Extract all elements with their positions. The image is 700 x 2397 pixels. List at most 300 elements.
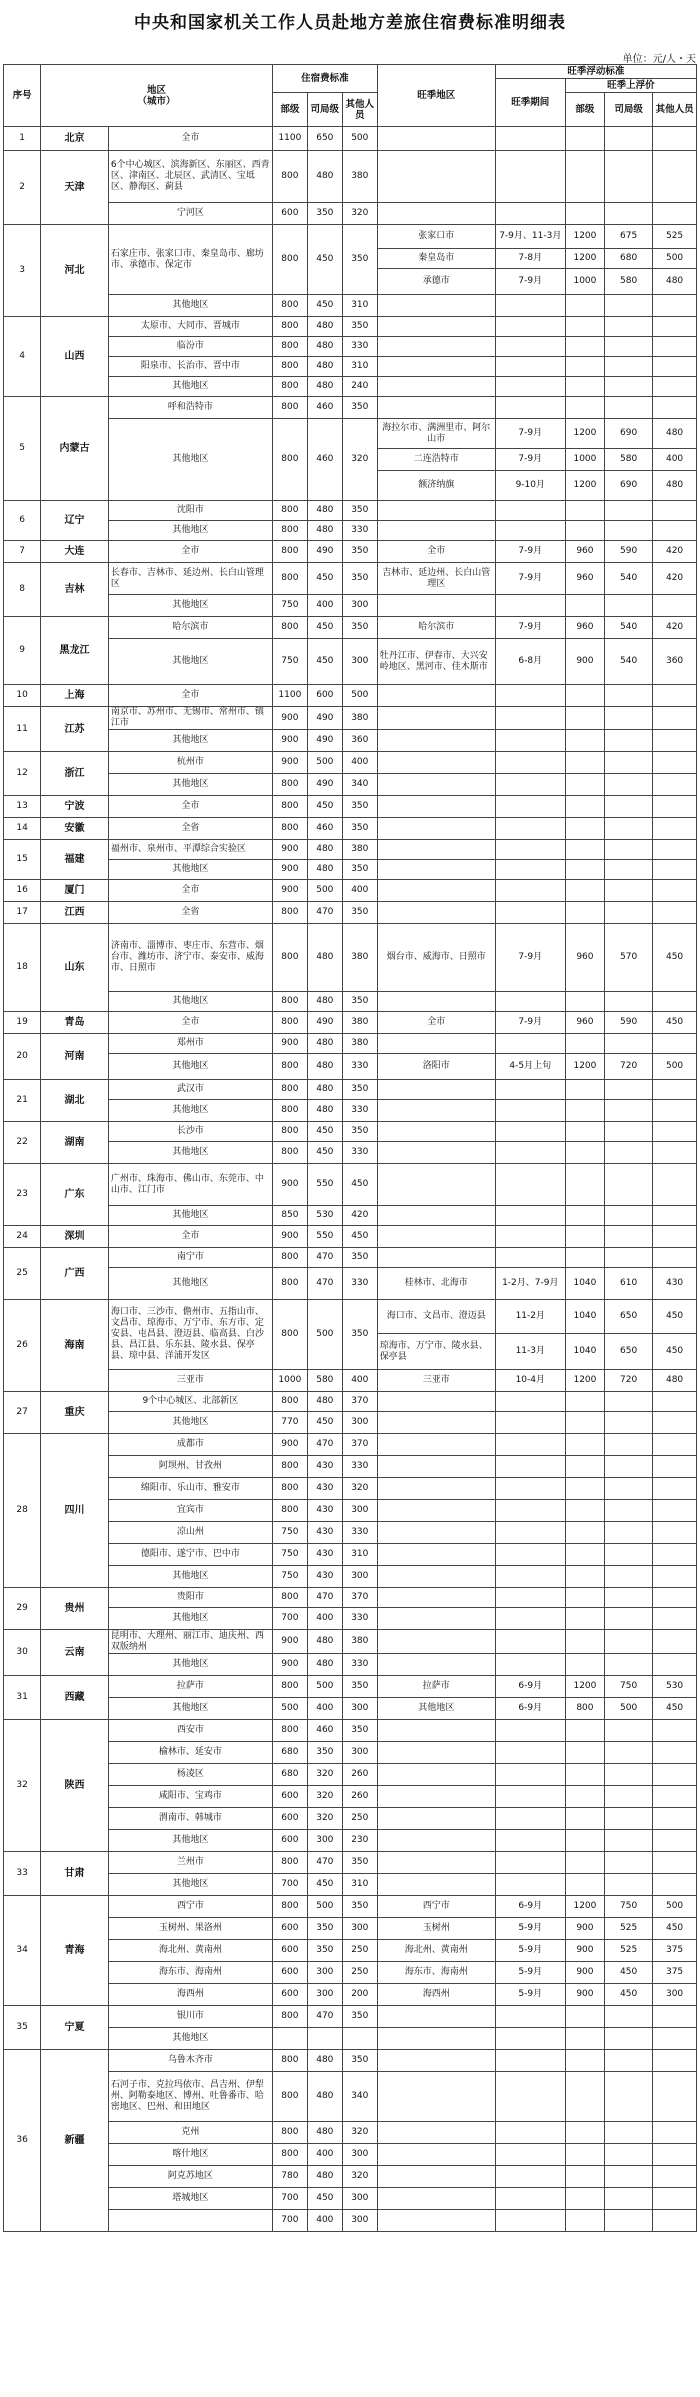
empty-cell bbox=[495, 992, 565, 1012]
std-s-cell: 480 bbox=[307, 860, 342, 880]
std-b-cell: 800 bbox=[272, 317, 307, 337]
empty-cell bbox=[653, 2006, 697, 2028]
empty-cell bbox=[565, 992, 604, 1012]
empty-cell bbox=[377, 818, 495, 840]
empty-cell bbox=[605, 1456, 653, 1478]
region-cell: 三亚市 bbox=[108, 1370, 272, 1392]
table-row bbox=[4, 1012, 697, 1034]
seq-cell: 11 bbox=[4, 707, 41, 752]
empty-cell bbox=[565, 818, 604, 840]
peak-o-cell: 450 bbox=[653, 1918, 697, 1940]
empty-cell bbox=[495, 1100, 565, 1122]
empty-cell bbox=[605, 357, 653, 377]
empty-cell bbox=[653, 1412, 697, 1434]
peak-o-cell: 500 bbox=[653, 249, 697, 269]
std-o-cell: 350 bbox=[342, 796, 377, 818]
std-s-cell: 550 bbox=[307, 1164, 342, 1206]
empty-cell bbox=[565, 317, 604, 337]
peak-s-cell: 690 bbox=[605, 419, 653, 449]
table-row bbox=[4, 1122, 697, 1142]
std-b-cell: 750 bbox=[272, 1566, 307, 1588]
empty-cell bbox=[495, 1142, 565, 1164]
empty-cell bbox=[605, 796, 653, 818]
peak-o-cell: 360 bbox=[653, 639, 697, 685]
empty-cell bbox=[605, 1122, 653, 1142]
std-o-cell: 300 bbox=[342, 2188, 377, 2210]
std-b-cell: 800 bbox=[272, 902, 307, 924]
std-b-cell: 800 bbox=[272, 337, 307, 357]
empty-cell bbox=[377, 1874, 495, 1896]
province-cell: 宁夏 bbox=[41, 2006, 109, 2050]
table-row bbox=[4, 357, 697, 377]
table-row bbox=[4, 1080, 697, 1100]
empty-cell bbox=[653, 840, 697, 860]
std-b-cell: 800 bbox=[272, 796, 307, 818]
empty-cell bbox=[495, 127, 565, 151]
province-cell: 江西 bbox=[41, 902, 109, 924]
header-region: 地区 （城市） bbox=[41, 65, 273, 127]
std-s-cell bbox=[307, 2028, 342, 2050]
peak-period-cell: 5-9月 bbox=[495, 1984, 565, 2006]
province-cell: 湖南 bbox=[41, 1122, 109, 1164]
std-o-cell: 320 bbox=[342, 419, 377, 501]
std-b-cell: 900 bbox=[272, 707, 307, 730]
empty-cell bbox=[495, 1544, 565, 1566]
seq-cell: 36 bbox=[4, 2050, 41, 2232]
seq-cell: 30 bbox=[4, 1630, 41, 1676]
peak-o-cell: 420 bbox=[653, 541, 697, 563]
peak-area-cell: 额济纳旗 bbox=[377, 471, 495, 501]
std-b-cell: 800 bbox=[272, 2122, 307, 2144]
seq-cell: 22 bbox=[4, 1122, 41, 1164]
empty-cell bbox=[495, 1588, 565, 1608]
seq-cell: 12 bbox=[4, 752, 41, 796]
header-p-other: 其他人员 bbox=[653, 93, 697, 127]
empty-cell bbox=[605, 752, 653, 774]
std-o-cell: 350 bbox=[342, 992, 377, 1012]
peak-s-cell: 650 bbox=[605, 1334, 653, 1370]
std-s-cell: 480 bbox=[307, 2166, 342, 2188]
empty-cell bbox=[653, 397, 697, 419]
region-cell: 其他地区 bbox=[108, 1830, 272, 1852]
peak-area-cell: 洛阳市 bbox=[377, 1054, 495, 1080]
empty-cell bbox=[605, 1588, 653, 1608]
empty-cell bbox=[653, 1808, 697, 1830]
std-b-cell: 800 bbox=[272, 541, 307, 563]
peak-s-cell: 525 bbox=[605, 1940, 653, 1962]
peak-s-cell: 580 bbox=[605, 269, 653, 295]
empty-cell bbox=[605, 880, 653, 902]
std-b-cell: 900 bbox=[272, 1164, 307, 1206]
empty-cell bbox=[495, 2072, 565, 2122]
empty-cell bbox=[377, 357, 495, 377]
peak-s-cell: 450 bbox=[605, 1984, 653, 2006]
std-s-cell: 350 bbox=[307, 1742, 342, 1764]
std-o-cell: 300 bbox=[342, 639, 377, 685]
std-s-cell: 480 bbox=[307, 924, 342, 992]
empty-cell bbox=[605, 1100, 653, 1122]
std-b-cell: 500 bbox=[272, 1698, 307, 1720]
region-cell: 其他地区 bbox=[108, 639, 272, 685]
region-cell: 郑州市 bbox=[108, 1034, 272, 1054]
empty-cell bbox=[565, 203, 604, 225]
std-o-cell: 340 bbox=[342, 774, 377, 796]
empty-cell bbox=[605, 2072, 653, 2122]
table-row bbox=[4, 992, 697, 1012]
empty-cell bbox=[565, 707, 604, 730]
std-o-cell bbox=[342, 2028, 377, 2050]
peak-area-cell: 三亚市 bbox=[377, 1370, 495, 1392]
table-row bbox=[4, 1522, 697, 1544]
peak-s-cell: 450 bbox=[605, 1962, 653, 1984]
table-row bbox=[4, 1142, 697, 1164]
std-s-cell: 320 bbox=[307, 1808, 342, 1830]
std-b-cell: 700 bbox=[272, 2188, 307, 2210]
std-o-cell: 380 bbox=[342, 1012, 377, 1034]
std-b-cell: 850 bbox=[272, 1206, 307, 1226]
std-b-cell: 800 bbox=[272, 992, 307, 1012]
empty-cell bbox=[605, 1034, 653, 1054]
std-s-cell: 480 bbox=[307, 840, 342, 860]
std-b-cell: 600 bbox=[272, 1830, 307, 1852]
std-b-cell: 750 bbox=[272, 1522, 307, 1544]
province-cell: 云南 bbox=[41, 1630, 109, 1676]
std-o-cell: 320 bbox=[342, 2122, 377, 2144]
std-s-cell: 460 bbox=[307, 1720, 342, 1742]
empty-cell bbox=[565, 1786, 604, 1808]
table-row bbox=[4, 1830, 697, 1852]
empty-cell bbox=[377, 1654, 495, 1676]
province-cell: 大连 bbox=[41, 541, 109, 563]
region-cell: 拉萨市 bbox=[108, 1676, 272, 1698]
std-o-cell: 350 bbox=[342, 397, 377, 419]
table-row bbox=[4, 563, 697, 595]
std-b-cell: 800 bbox=[272, 377, 307, 397]
province-cell: 重庆 bbox=[41, 1392, 109, 1434]
empty-cell bbox=[495, 840, 565, 860]
table-row bbox=[4, 1852, 697, 1874]
empty-cell bbox=[377, 1608, 495, 1630]
table-row bbox=[4, 796, 697, 818]
empty-cell bbox=[653, 2144, 697, 2166]
empty-cell bbox=[565, 1830, 604, 1852]
empty-cell bbox=[495, 501, 565, 521]
empty-cell bbox=[653, 295, 697, 317]
seq-cell: 9 bbox=[4, 617, 41, 685]
empty-cell bbox=[605, 992, 653, 1012]
table-row bbox=[4, 337, 697, 357]
table-row bbox=[4, 639, 697, 685]
peak-o-cell: 480 bbox=[653, 269, 697, 295]
empty-cell bbox=[565, 595, 604, 617]
std-b-cell: 800 bbox=[272, 924, 307, 992]
std-s-cell: 430 bbox=[307, 1522, 342, 1544]
empty-cell bbox=[565, 1034, 604, 1054]
table-row bbox=[4, 225, 697, 249]
empty-cell bbox=[565, 880, 604, 902]
empty-cell bbox=[653, 317, 697, 337]
province-cell: 内蒙古 bbox=[41, 397, 109, 501]
std-b-cell: 800 bbox=[272, 1268, 307, 1300]
empty-cell bbox=[377, 1720, 495, 1742]
peak-area-cell: 哈尔滨市 bbox=[377, 617, 495, 639]
peak-area-cell: 张家口市 bbox=[377, 225, 495, 249]
table-row bbox=[4, 1896, 697, 1918]
std-s-cell: 480 bbox=[307, 2050, 342, 2072]
empty-cell bbox=[565, 752, 604, 774]
province-cell: 深圳 bbox=[41, 1226, 109, 1248]
std-o-cell: 310 bbox=[342, 1874, 377, 1896]
std-o-cell: 330 bbox=[342, 1268, 377, 1300]
region-cell: 全市 bbox=[108, 880, 272, 902]
empty-cell bbox=[495, 752, 565, 774]
std-s-cell: 460 bbox=[307, 818, 342, 840]
peak-o-cell: 450 bbox=[653, 1012, 697, 1034]
empty-cell bbox=[605, 1478, 653, 1500]
table-row bbox=[4, 1808, 697, 1830]
table-row bbox=[4, 730, 697, 752]
std-o-cell: 450 bbox=[342, 1226, 377, 1248]
table-row bbox=[4, 1248, 697, 1268]
empty-cell bbox=[653, 595, 697, 617]
province-cell: 四川 bbox=[41, 1434, 109, 1588]
peak-b-cell: 960 bbox=[565, 563, 604, 595]
peak-o-cell: 525 bbox=[653, 225, 697, 249]
empty-cell bbox=[377, 501, 495, 521]
empty-cell bbox=[377, 2072, 495, 2122]
table-row bbox=[4, 1630, 697, 1654]
empty-cell bbox=[565, 1248, 604, 1268]
peak-area-cell: 承德市 bbox=[377, 269, 495, 295]
empty-cell bbox=[653, 203, 697, 225]
empty-cell bbox=[377, 880, 495, 902]
empty-cell bbox=[377, 295, 495, 317]
empty-cell bbox=[565, 1478, 604, 1500]
table-row bbox=[4, 1478, 697, 1500]
peak-period-cell: 7-9月 bbox=[495, 617, 565, 639]
peak-b-cell: 960 bbox=[565, 541, 604, 563]
peak-o-cell: 530 bbox=[653, 1676, 697, 1698]
empty-cell bbox=[495, 796, 565, 818]
seq-cell: 31 bbox=[4, 1676, 41, 1720]
empty-cell bbox=[605, 1500, 653, 1522]
peak-period-cell: 7-9月 bbox=[495, 541, 565, 563]
empty-cell bbox=[495, 203, 565, 225]
std-b-cell: 750 bbox=[272, 595, 307, 617]
std-o-cell: 350 bbox=[342, 1300, 377, 1370]
empty-cell bbox=[377, 1164, 495, 1206]
empty-cell bbox=[653, 2210, 697, 2232]
region-cell: 全省 bbox=[108, 818, 272, 840]
empty-cell bbox=[565, 1588, 604, 1608]
empty-cell bbox=[565, 1852, 604, 1874]
empty-cell bbox=[377, 1226, 495, 1248]
std-s-cell: 470 bbox=[307, 1852, 342, 1874]
region-cell: 杭州市 bbox=[108, 752, 272, 774]
std-o-cell: 320 bbox=[342, 203, 377, 225]
std-b-cell: 900 bbox=[272, 840, 307, 860]
empty-cell bbox=[495, 1808, 565, 1830]
region-cell: 海东市、海南州 bbox=[108, 1962, 272, 1984]
std-s-cell: 480 bbox=[307, 1654, 342, 1676]
empty-cell bbox=[495, 1412, 565, 1434]
std-b-cell: 780 bbox=[272, 2166, 307, 2188]
std-b-cell: 600 bbox=[272, 203, 307, 225]
seq-cell: 27 bbox=[4, 1392, 41, 1434]
empty-cell bbox=[377, 1786, 495, 1808]
empty-cell bbox=[653, 1608, 697, 1630]
std-b-cell: 900 bbox=[272, 880, 307, 902]
province-cell: 湖北 bbox=[41, 1080, 109, 1122]
std-s-cell: 480 bbox=[307, 317, 342, 337]
empty-cell bbox=[653, 1034, 697, 1054]
std-o-cell: 370 bbox=[342, 1588, 377, 1608]
peak-b-cell: 800 bbox=[565, 1698, 604, 1720]
province-cell: 山东 bbox=[41, 924, 109, 1012]
empty-cell bbox=[653, 1226, 697, 1248]
region-cell: 其他地区 bbox=[108, 595, 272, 617]
std-s-cell: 400 bbox=[307, 1698, 342, 1720]
region-cell: 凉山州 bbox=[108, 1522, 272, 1544]
std-s-cell: 450 bbox=[307, 639, 342, 685]
empty-cell bbox=[605, 595, 653, 617]
peak-b-cell: 1200 bbox=[565, 1370, 604, 1392]
empty-cell bbox=[495, 1034, 565, 1054]
peak-b-cell: 960 bbox=[565, 924, 604, 992]
table-row bbox=[4, 203, 697, 225]
std-o-cell: 350 bbox=[342, 617, 377, 639]
std-s-cell: 300 bbox=[307, 1984, 342, 2006]
empty-cell bbox=[565, 1392, 604, 1412]
empty-cell bbox=[565, 1874, 604, 1896]
unit-note: 单位：元/人・天 bbox=[622, 54, 696, 65]
empty-cell bbox=[495, 1852, 565, 1874]
empty-cell bbox=[565, 1566, 604, 1588]
empty-cell bbox=[495, 1478, 565, 1500]
province-cell: 广西 bbox=[41, 1248, 109, 1300]
region-cell: 其他地区 bbox=[108, 1412, 272, 1434]
empty-cell bbox=[565, 295, 604, 317]
empty-cell bbox=[495, 1206, 565, 1226]
std-o-cell: 380 bbox=[342, 1034, 377, 1054]
empty-cell bbox=[605, 2188, 653, 2210]
table-row bbox=[4, 377, 697, 397]
empty-cell bbox=[653, 1478, 697, 1500]
region-cell: 其他地区 bbox=[108, 295, 272, 317]
empty-cell bbox=[653, 1588, 697, 1608]
empty-cell bbox=[495, 2188, 565, 2210]
empty-cell bbox=[565, 357, 604, 377]
std-o-cell: 380 bbox=[342, 151, 377, 203]
table-row bbox=[4, 752, 697, 774]
region-cell: 石家庄市、张家口市、秦皇岛市、廊坊市、承德市、保定市 bbox=[108, 225, 272, 295]
std-b-cell: 800 bbox=[272, 1080, 307, 1100]
std-o-cell: 250 bbox=[342, 1940, 377, 1962]
std-o-cell: 300 bbox=[342, 1566, 377, 1588]
empty-cell bbox=[565, 2210, 604, 2232]
region-cell: 济南市、淄博市、枣庄市、东营市、烟台市、潍坊市、济宁市、泰安市、威海市、日照市 bbox=[108, 924, 272, 992]
empty-cell bbox=[495, 1742, 565, 1764]
table-row bbox=[4, 1918, 697, 1940]
empty-cell bbox=[377, 774, 495, 796]
std-b-cell: 800 bbox=[272, 501, 307, 521]
seq-cell: 6 bbox=[4, 501, 41, 541]
empty-cell bbox=[377, 2188, 495, 2210]
region-cell: 全省 bbox=[108, 902, 272, 924]
empty-cell bbox=[377, 1830, 495, 1852]
std-o-cell: 250 bbox=[342, 1962, 377, 1984]
peak-area-cell: 海口市、文昌市、澄迈县 bbox=[377, 1300, 495, 1334]
table-row bbox=[4, 1268, 697, 1300]
peak-area-cell: 吉林市、延边州、长白山管理区 bbox=[377, 563, 495, 595]
std-o-cell: 350 bbox=[342, 317, 377, 337]
std-o-cell: 300 bbox=[342, 1742, 377, 1764]
seq-cell: 25 bbox=[4, 1248, 41, 1300]
province-cell: 辽宁 bbox=[41, 501, 109, 541]
empty-cell bbox=[377, 1080, 495, 1100]
empty-cell bbox=[495, 1122, 565, 1142]
std-o-cell: 300 bbox=[342, 1918, 377, 1940]
peak-area-cell: 其他地区 bbox=[377, 1698, 495, 1720]
std-b-cell: 800 bbox=[272, 1100, 307, 1122]
empty-cell bbox=[605, 1566, 653, 1588]
empty-cell bbox=[565, 1100, 604, 1122]
std-s-cell: 350 bbox=[307, 1940, 342, 1962]
std-o-cell: 260 bbox=[342, 1786, 377, 1808]
table-row bbox=[4, 1500, 697, 1522]
empty-cell bbox=[605, 2210, 653, 2232]
peak-s-cell: 675 bbox=[605, 225, 653, 249]
empty-cell bbox=[605, 730, 653, 752]
table-row bbox=[4, 151, 697, 203]
seq-cell: 35 bbox=[4, 2006, 41, 2050]
std-o-cell: 500 bbox=[342, 685, 377, 707]
std-b-cell: 770 bbox=[272, 1412, 307, 1434]
table-row bbox=[4, 2188, 697, 2210]
std-s-cell: 400 bbox=[307, 2210, 342, 2232]
empty-cell bbox=[653, 1142, 697, 1164]
std-o-cell: 350 bbox=[342, 1720, 377, 1742]
peak-s-cell: 500 bbox=[605, 1698, 653, 1720]
table-row bbox=[4, 1720, 697, 1742]
std-b-cell: 600 bbox=[272, 1984, 307, 2006]
province-cell: 青海 bbox=[41, 1896, 109, 2006]
region-cell: 其他地区 bbox=[108, 521, 272, 541]
empty-cell bbox=[605, 1434, 653, 1456]
seq-cell: 2 bbox=[4, 151, 41, 225]
table-row bbox=[4, 1392, 697, 1412]
empty-cell bbox=[377, 1392, 495, 1412]
empty-cell bbox=[377, 2166, 495, 2188]
peak-period-cell: 6-9月 bbox=[495, 1698, 565, 1720]
empty-cell bbox=[377, 151, 495, 203]
table-row bbox=[4, 521, 697, 541]
empty-cell bbox=[565, 2166, 604, 2188]
region-cell: 其他地区 bbox=[108, 1566, 272, 1588]
province-cell: 江苏 bbox=[41, 707, 109, 752]
region-cell: 长沙市 bbox=[108, 1122, 272, 1142]
std-s-cell: 600 bbox=[307, 685, 342, 707]
empty-cell bbox=[653, 730, 697, 752]
table-row bbox=[4, 818, 697, 840]
std-s-cell: 500 bbox=[307, 1676, 342, 1698]
peak-period-cell: 9-10月 bbox=[495, 471, 565, 501]
empty-cell bbox=[565, 501, 604, 521]
region-cell: 阳泉市、长治市、晋中市 bbox=[108, 357, 272, 377]
seq-cell: 1 bbox=[4, 127, 41, 151]
empty-cell bbox=[565, 397, 604, 419]
region-cell: 绵阳市、乐山市、雅安市 bbox=[108, 1478, 272, 1500]
